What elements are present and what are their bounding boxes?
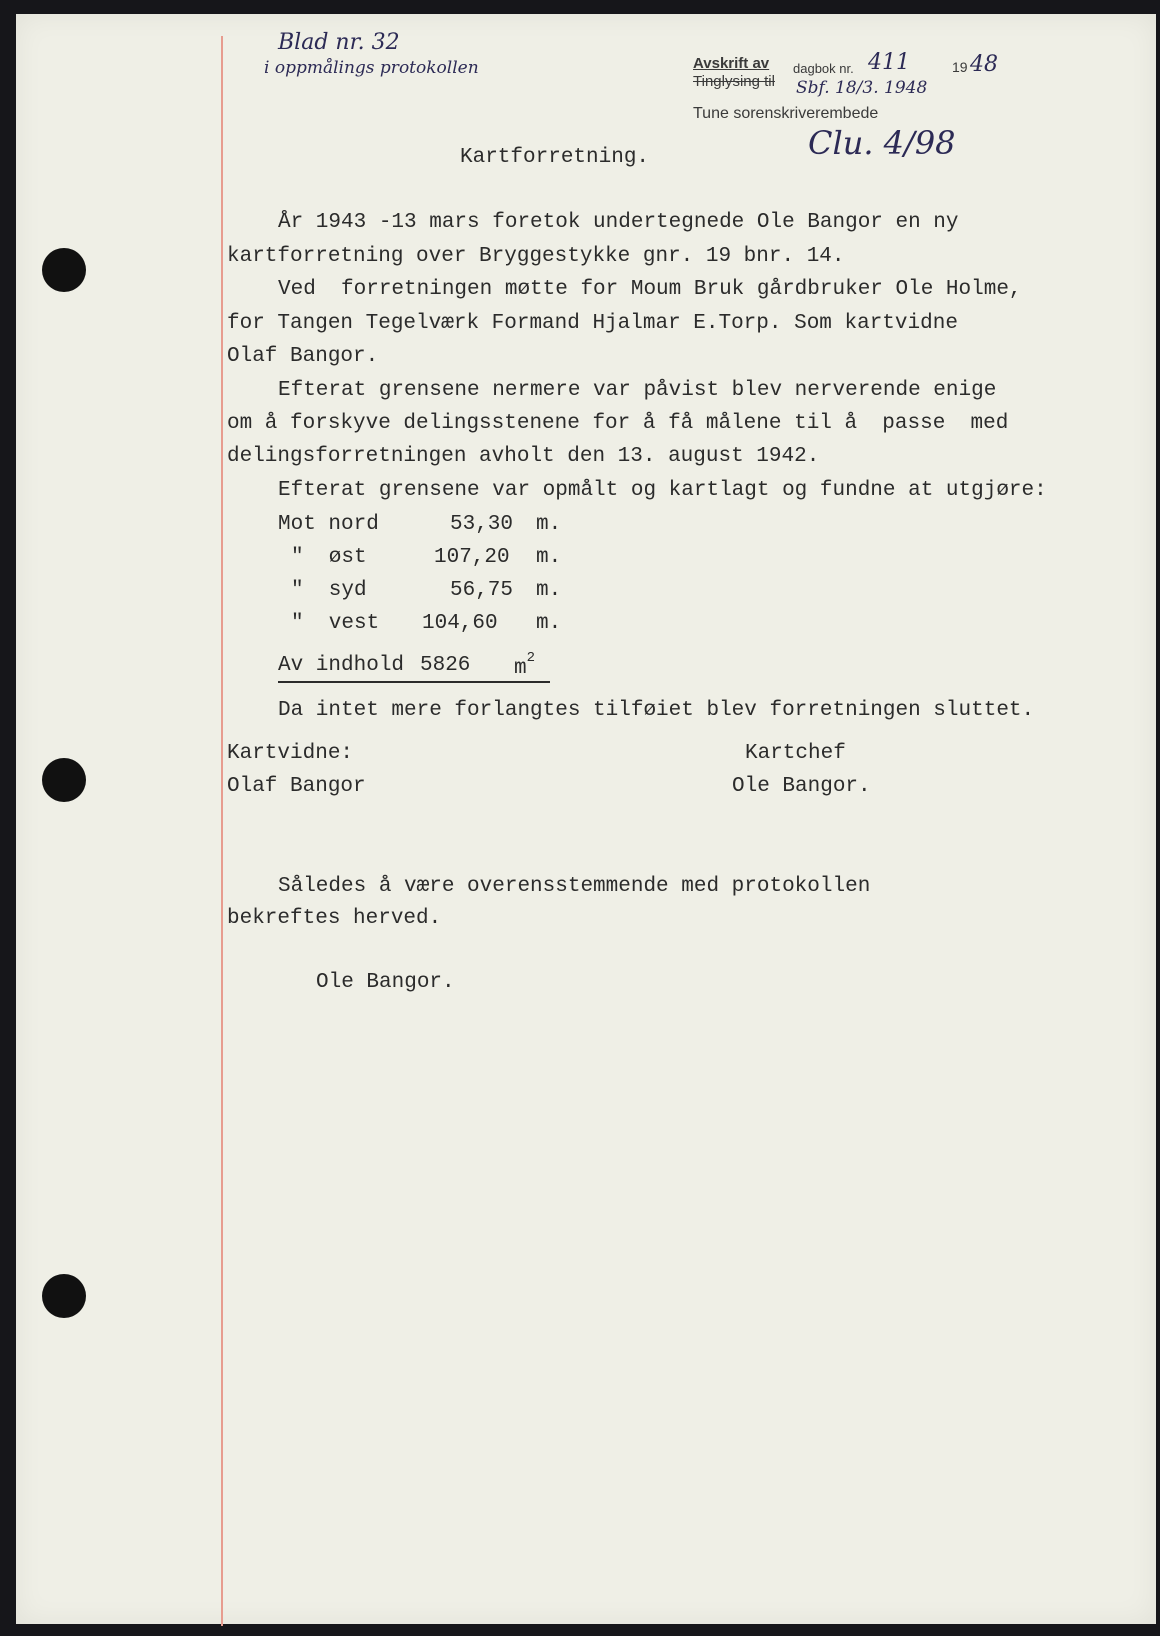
certification-line: Således å være overensstemmende med protokollen [278,875,871,898]
stamp-dagbok-number: 411 [868,50,910,75]
paragraph-line: for Tangen Tegelværk Formand Hjalmar E.Torp. Som kartvidne [227,312,958,335]
stamp-date-hand: Sbf. 18/3. 1948 [796,78,928,98]
measurement-unit: m. [536,513,562,536]
witness-name: Olaf Bangor [227,775,366,798]
chief-label: Kartchef [745,742,846,765]
margin-rule [221,36,223,1626]
document-page [16,14,1156,1624]
area-unit-base: m [514,657,527,680]
paragraph-line: om å forskyve delingsstenene for å få målene til å passe med [227,412,1009,435]
punch-hole-middle [42,758,86,802]
margin-note-line2: i oppmålings protokollen [264,58,479,78]
stamp-year-hand: 48 [970,52,998,77]
punch-hole-top [42,248,86,292]
paragraph-line: Ved forretningen møtte for Moum Bruk gårdbruker Ole Holme, [278,278,1022,301]
area-value: 5826 [420,654,471,677]
paragraph-line: Efterat grensene var opmålt og kartlagt og fundne at utgjøre: [278,479,1047,502]
paragraph-line: År 1943 -13 mars foretok undertegnede Ole Bangor en ny [278,211,959,234]
closing-line: Da intet mere forlangtes tilføiet blev forretningen sluttet. [278,699,1035,722]
paragraph-line: Olaf Bangor. [227,345,379,368]
paragraph-line: kartforretning over Bryggestykke gnr. 19 bnr. 14. [227,245,845,268]
measurement-value: 56,75 [450,579,514,602]
measurement-direction: " øst [291,546,367,569]
measurement-value: 53,30 [450,513,514,536]
measurement-value: 104,60 [422,612,498,635]
stamp-dagbok-label: dagbok nr. [793,61,854,76]
stamp-avskrift: Avskrift av [693,55,770,72]
chief-name: Ole Bangor. [732,775,871,798]
measurement-direction: " syd [291,579,367,602]
measurement-unit: m. [536,612,562,635]
document-title: Kartforretning. [460,146,650,169]
area-unit [514,650,536,680]
measurement-value: 107,20 [434,546,510,569]
measurement-unit: m. [536,546,562,569]
margin-note-line1: Blad nr. 32 [278,30,400,55]
stamp-year-printed: 19 [952,59,968,75]
paragraph-line: Efterat grensene nermere var påvist blev nerverende enige [278,379,997,402]
measurement-direction: Mot nord [278,513,379,536]
stamp-reference-hand: Clu. 4/98 [808,124,956,162]
certification-line: bekreftes herved. [227,907,442,930]
punch-hole-bottom [42,1274,86,1318]
measurement-unit: m. [536,579,562,602]
area-label: Av indhold [278,654,405,677]
stamp-office: Tune sorenskriverembede [693,105,879,122]
paragraph-line: delingsforretningen avholt den 13. august 1942. [227,445,820,468]
measurement-direction: " vest [291,612,380,635]
witness-label: Kartvidne: [227,742,354,765]
area-underline [278,681,550,683]
signature: Ole Bangor. [316,971,455,994]
area-unit-exponent: 2 [526,650,536,666]
stamp-tinglysing-struck: Tinglysing til [693,73,775,90]
